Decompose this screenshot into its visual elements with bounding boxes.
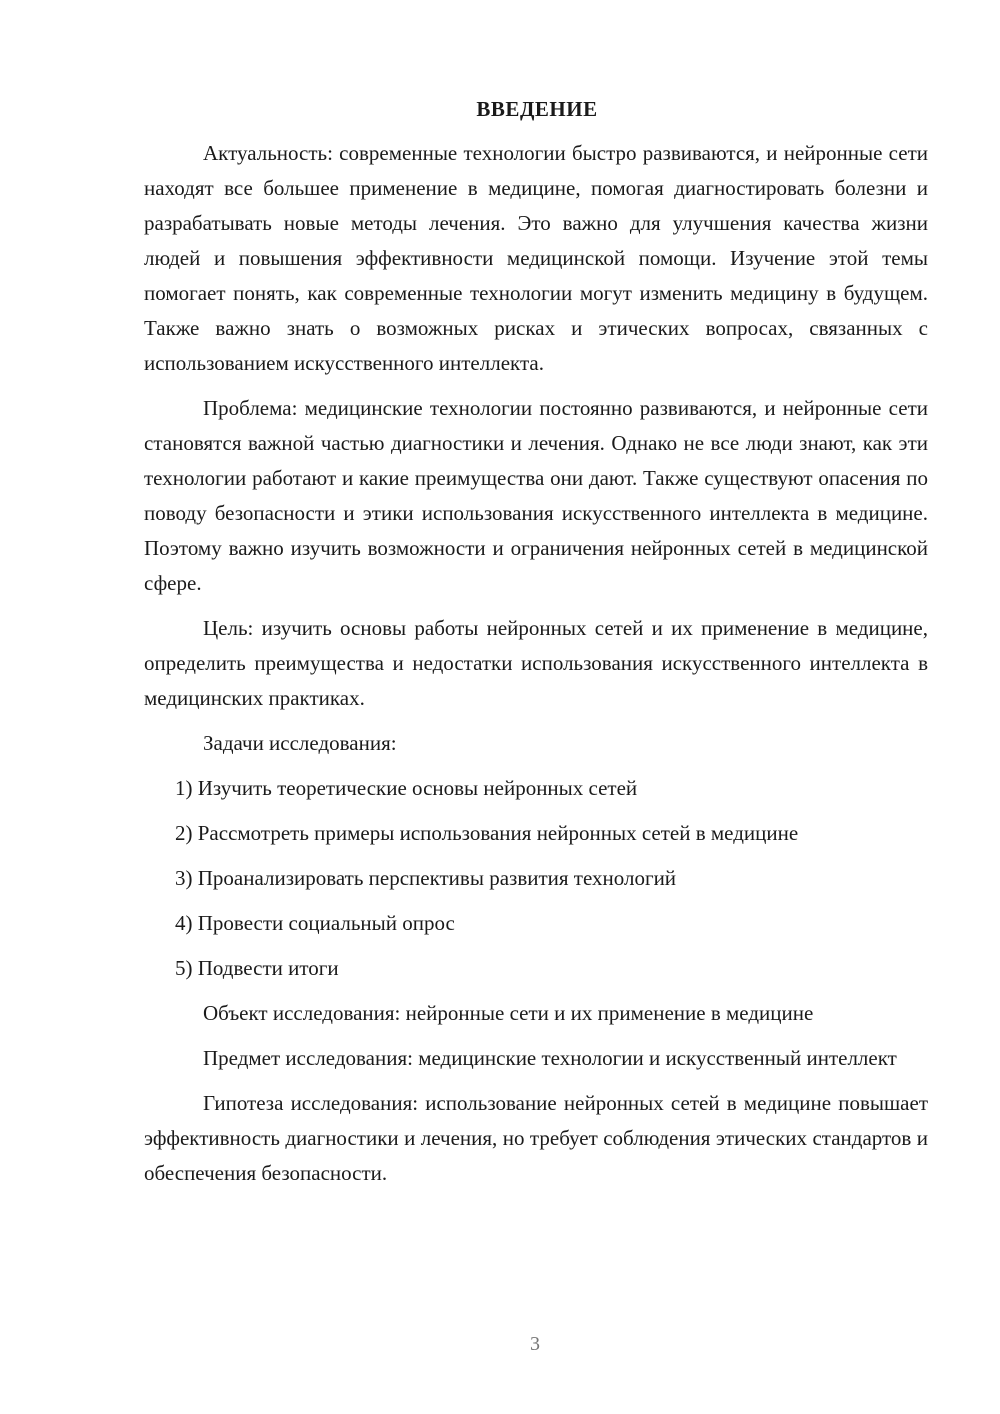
task-item: 2) Рассмотреть примеры использования нейронных сетей в медицине (175, 821, 799, 845)
tasks-heading: Задачи исследования: (203, 731, 397, 755)
task-item: 1) Изучить теоретические основы нейронных сетей (175, 776, 638, 800)
task-item: 3) Проанализировать перспективы развития технологий (175, 866, 677, 890)
page-number: 3 (530, 1333, 540, 1355)
task-item: 4) Провести социальный опрос (175, 911, 455, 935)
document-page (144, 92, 928, 1201)
relevance-paragraph: Актуальность: современные технологии быстро развиваются, и нейронные сети находят все большее применение в медицине, помогая диагностировать болезни и разрабатывать новые методы лечения. Это важно для улучшения качества жизни людей и повышения эффективности медицинской помощи. Изучение этой темы помогает понять, как современные технологии могут изменить медицину в будущем. Также важно знать о возможных рисках и этических вопросах, связанных с использованием искусственного интеллекта. (144, 141, 928, 375)
problem-paragraph: Проблема: медицинские технологии постоянно развиваются, и нейронные сети становятся важной частью диагностики и лечения. Однако не все люди знают, как эти технологии работают и какие преимущества они дают. Также существуют опасения по поводу безопасности и этики использования искусственного интеллекта в медицине. Поэтому важно изучить возможности и ограничения нейронных сетей в медицинской сфере. (144, 396, 928, 595)
section-title: ВВЕДЕНИЕ (476, 97, 598, 121)
object-paragraph: Объект исследования: нейронные сети и их применение в медицине (203, 1001, 814, 1025)
task-item: 5) Подвести итоги (175, 956, 339, 980)
tasks-list (144, 771, 928, 986)
subject-paragraph: Предмет исследования: медицинские технологии и искусственный интеллект (203, 1046, 897, 1070)
hypothesis-paragraph: Гипотеза исследования: использование нейронных сетей в медицине повышает эффективность диагностики и лечения, но требует соблюдения этических стандартов и обеспечения безопасности. (144, 1091, 928, 1185)
goal-paragraph: Цель: изучить основы работы нейронных сетей и их применение в медицине, определить преимущества и недостатки использования искусственного интеллекта в медицинских практиках. (144, 616, 928, 710)
